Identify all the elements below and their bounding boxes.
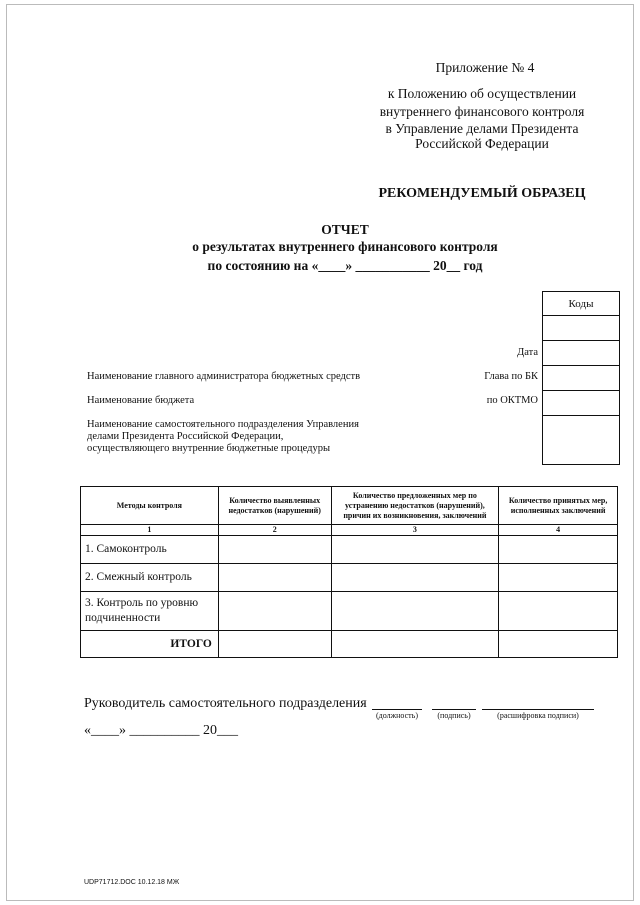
report-subtitle: о результатах внутреннего финансового контроля — [192, 239, 498, 254]
signature-date-line: «____» __________ 20___ — [84, 723, 238, 738]
col-number-4: 4 — [499, 525, 618, 536]
col-number-2: 2 — [218, 525, 331, 536]
row-label: 1. Самоконтроль — [81, 536, 219, 564]
row-label: 2. Смежный контроль — [81, 564, 219, 592]
table-row — [81, 564, 618, 592]
date-label: Дата — [517, 347, 538, 358]
table-cell[interactable] — [499, 564, 618, 592]
glava-label: Глава по БК — [484, 371, 538, 382]
code-cell-oktmo[interactable] — [543, 391, 620, 416]
col-header-proposed: Количество предложенных мер по устранению недостатков (нарушений), причин их возникновения, заключений — [331, 487, 499, 525]
decoding-caption: (расшифровка подписи) — [497, 711, 579, 720]
document-footer: UDP71712.DOC 10.12.18 МЖ — [84, 879, 180, 886]
table-cell[interactable] — [331, 631, 499, 658]
header-line-1: к Положению об осуществлении — [387, 86, 577, 101]
table-cell[interactable] — [218, 592, 331, 631]
total-row — [81, 631, 618, 658]
header-line-4: Российской Федерации — [415, 136, 549, 151]
col-number-1: 1 — [81, 525, 219, 536]
table-cell[interactable] — [499, 592, 618, 631]
table-cell[interactable] — [218, 536, 331, 564]
table-cell[interactable] — [331, 536, 499, 564]
table-cell[interactable] — [331, 592, 499, 631]
position-line[interactable] — [372, 709, 422, 710]
unit-label-3: осуществляющего внутренние бюджетные процедуры — [87, 443, 331, 454]
unit-label-2: делами Президента Российской Федерации, — [87, 431, 284, 442]
table-cell[interactable] — [218, 564, 331, 592]
report-title: ОТЧЕТ — [321, 222, 369, 237]
decoding-line[interactable] — [482, 709, 594, 710]
codes-table — [542, 291, 620, 465]
sign-line[interactable] — [432, 709, 476, 710]
col-header-methods: Методы контроля — [81, 487, 219, 525]
header-line-2: внутреннего финансового контроля — [379, 104, 585, 119]
table-cell[interactable] — [499, 536, 618, 564]
position-caption: (должность) — [376, 711, 418, 720]
sign-caption: (подпись) — [437, 711, 471, 720]
appendix-number: Приложение № 4 — [435, 60, 535, 75]
code-cell-blank[interactable] — [543, 316, 620, 341]
head-label: Руководитель самостоятельного подразделения — [84, 696, 367, 711]
control-results-table — [80, 486, 618, 658]
report-date-line: по состоянию на «____» ___________ 20__ год — [207, 258, 483, 273]
header-line-3: в Управление делами Президента — [385, 121, 579, 136]
table-cell[interactable] — [218, 631, 331, 658]
table-row — [81, 592, 618, 631]
table-cell[interactable] — [499, 631, 618, 658]
total-label: ИТОГО — [81, 631, 219, 658]
table-row — [81, 536, 618, 564]
col-header-found: Количество выявленных недостатков (нарушений) — [218, 487, 331, 525]
col-header-accepted: Количество принятых мер, исполненных заключений — [499, 487, 618, 525]
budget-label: Наименование бюджета — [87, 395, 195, 406]
sample-label: РЕКОМЕНДУЕМЫЙ ОБРАЗЕЦ — [378, 186, 586, 201]
row-label: 3. Контроль по уровню подчиненности — [81, 592, 219, 631]
code-cell-unit[interactable] — [543, 416, 620, 465]
col-number-3: 3 — [331, 525, 499, 536]
oktmo-label: по ОКТМО — [486, 395, 538, 406]
admin-label: Наименование главного администратора бюджетных средств — [87, 371, 361, 382]
code-cell-glava[interactable] — [543, 366, 620, 391]
table-cell[interactable] — [331, 564, 499, 592]
codes-header: Коды — [543, 292, 620, 316]
code-cell-date[interactable] — [543, 341, 620, 366]
unit-label-1: Наименование самостоятельного подразделения Управления — [87, 419, 359, 430]
